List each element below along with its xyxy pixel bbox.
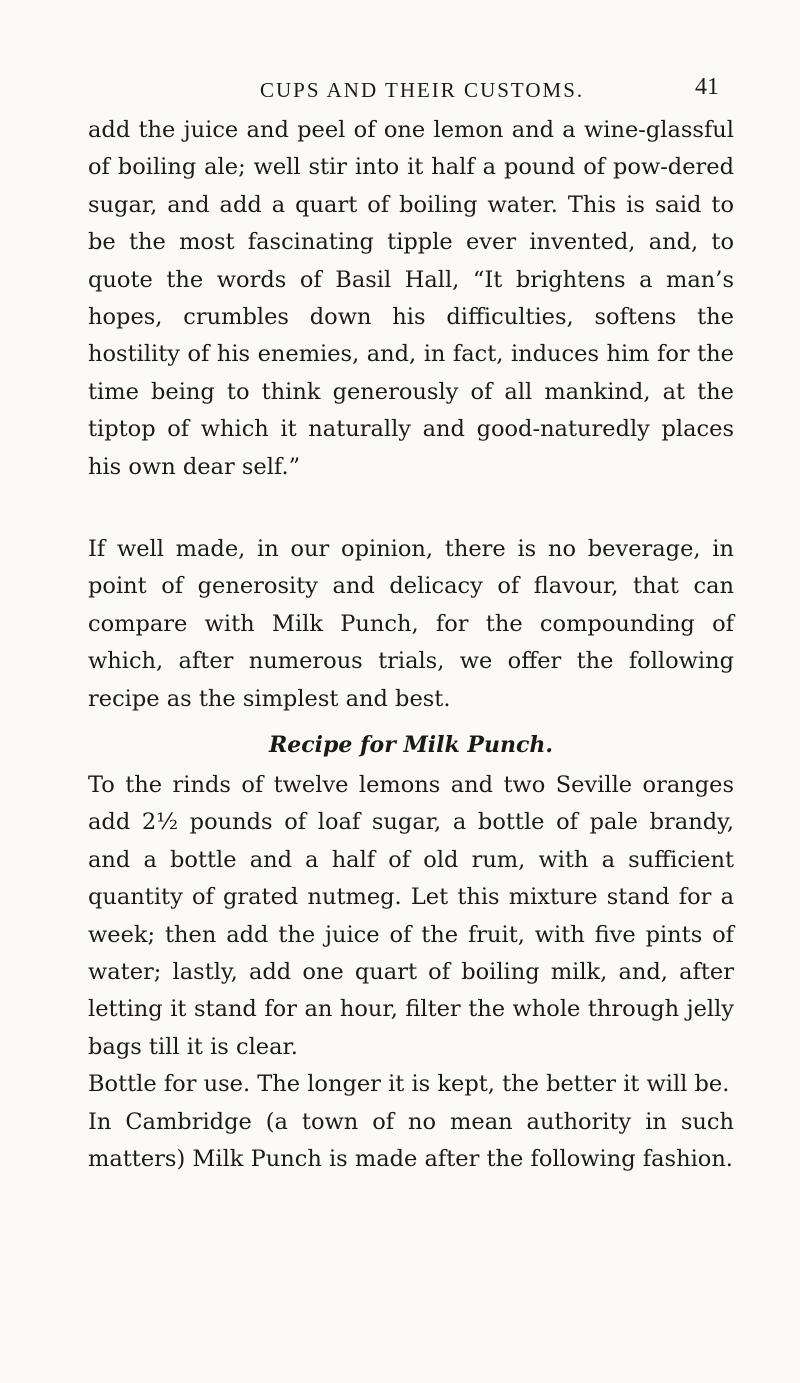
text-block-top bbox=[88, 112, 734, 486]
paragraph-cambridge: In Cambridge (a town of no mean authority in such matters) Milk Punch is made after the following fashion. bbox=[88, 1108, 734, 1173]
running-title: CUPS AND THEIR CUSTOMS. bbox=[260, 78, 585, 102]
page-number: 41 bbox=[695, 74, 719, 100]
recipe-heading: Recipe for Milk Punch. bbox=[268, 732, 553, 758]
paragraph-opinion: If well made, in our opinion, there is no beverage, in point of generosity and delicacy of flavour, that can compare with Milk Punch, for the compounding of which, after numerous trials, we offer the following recipe as the simplest and best. bbox=[88, 536, 734, 712]
text-block-recipe bbox=[88, 767, 734, 1178]
paragraph-recipe: To the rinds of twelve lemons and two Seville oranges add 2½ pounds of loaf sugar, a bottle of pale brandy, and a bottle and a half of old rum, with a sufficient quantity of grated nutmeg. Let this mixture stand for a week; then add the juice of the fruit, with five pints of water; lastly, add one quart of boiling milk, and, after letting it stand for an hour, filter the whole through jelly bags till it is clear. bbox=[88, 772, 734, 1060]
text-block-opinion bbox=[88, 531, 734, 718]
paragraph-bottle: Bottle for use. The longer it is kept, the better it will be. bbox=[88, 1071, 730, 1098]
paragraph-continuation: add the juice and peel of one lemon and a wine-glassful of boiling ale; well stir into it half a pound of pow-dered sugar, and add a quart of boiling water. This is said to be the most fascinating tipple ever invented, and, to quote the words of Basil Hall, “It brightens a man’s hopes, crumbles down his difficulties, softens the hostility of his enemies, and, in fact, induces him for the time being to think generously of all mankind, at the tiptop of which it naturally and good-naturedly places his own dear self.” bbox=[88, 117, 734, 480]
